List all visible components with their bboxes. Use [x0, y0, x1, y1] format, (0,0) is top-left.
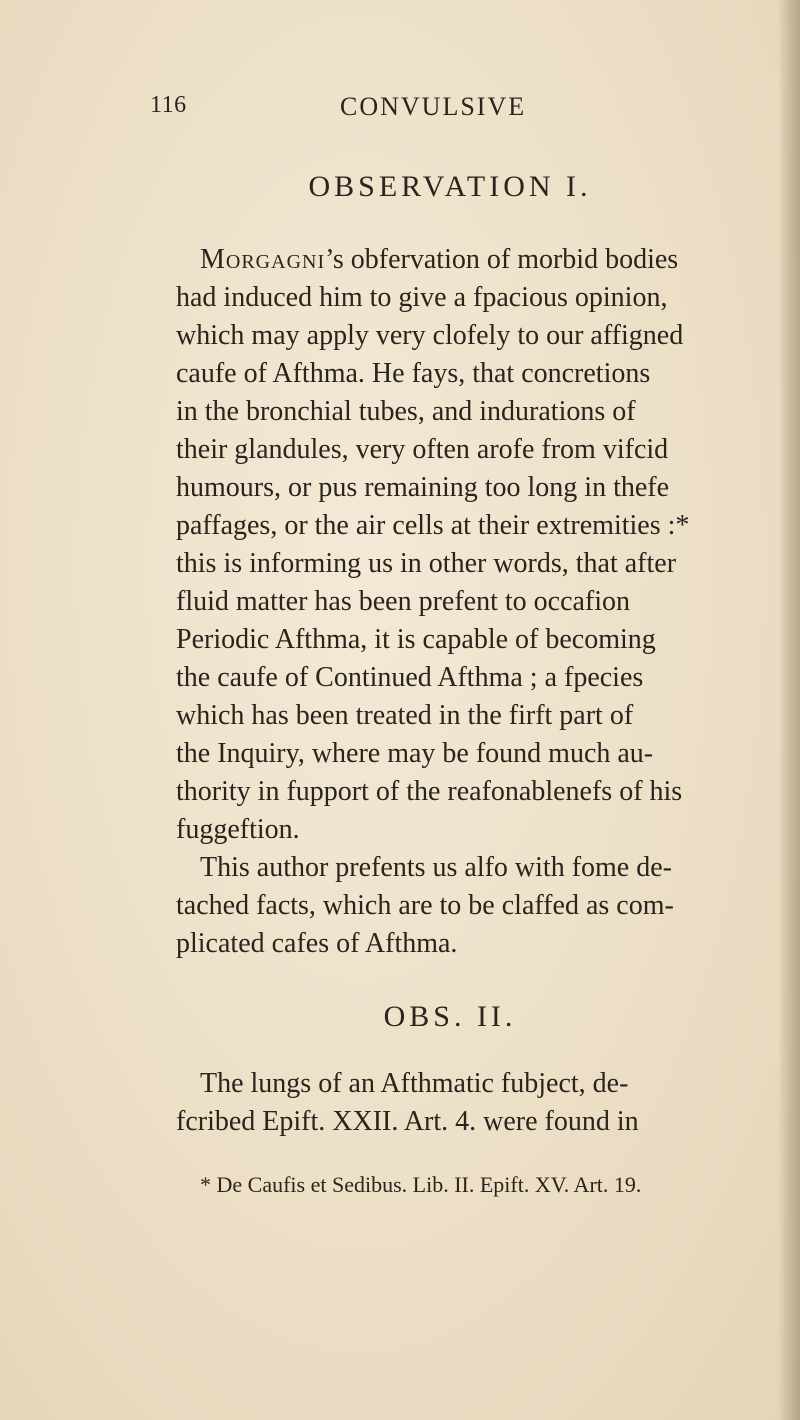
- body-line: their glandules, very often arofe from vifcid: [176, 434, 669, 465]
- body-line: paffages, or the air cells at their extremities :*: [176, 510, 690, 541]
- author-name: Morgagni: [200, 244, 326, 275]
- body-line: Morgagni’s obfervation of morbid bodies: [200, 244, 679, 275]
- running-head-title: CONVULSIVE: [340, 92, 527, 121]
- body-line: The lungs of an Afthmatic fubject, de-: [200, 1068, 629, 1099]
- body-line: the caufe of Continued Afthma ; a fpecies: [176, 662, 644, 693]
- page-number: 116: [150, 92, 187, 118]
- observation-2-heading: OBS. II.: [383, 1000, 517, 1033]
- body-line: which may apply very clofely to our affigned: [176, 320, 684, 351]
- body-line: this is informing us in other words, that after: [176, 548, 677, 579]
- body-line: thority in fupport of the reafonablenefs of his: [176, 776, 683, 807]
- body-line: fcribed Epift. XXII. Art. 4. were found in: [176, 1106, 639, 1137]
- body-line: This author prefents us alfo with fome de-: [200, 852, 672, 883]
- body-line: which has been treated in the firft part of: [176, 700, 634, 731]
- page-edge-shadow: [778, 0, 800, 1420]
- body-line: plicated cafes of Afthma.: [176, 928, 458, 959]
- running-head: [150, 92, 750, 132]
- observation-1-heading: OBSERVATION I.: [308, 170, 592, 203]
- body-line: fluid matter has been prefent to occafion: [176, 586, 631, 617]
- body-line: humours, or pus remaining too long in thefe: [176, 472, 670, 503]
- body-line: the Inquiry, where may be found much au-: [176, 738, 654, 769]
- body-line: tached facts, which are to be claffed as com-: [176, 890, 674, 921]
- body-line: Periodic Afthma, it is capable of becoming: [176, 624, 656, 655]
- body-line: had induced him to give a fpacious opinion,: [176, 282, 668, 313]
- body-line: in the bronchial tubes, and indurations of: [176, 396, 636, 427]
- body-line: caufe of Afthma. He fays, that concretions: [176, 358, 651, 389]
- footnote: * De Caufis et Sedibus. Lib. II. Epift. XV. Art. 19.: [200, 1172, 642, 1197]
- body-line: fuggeftion.: [176, 814, 300, 845]
